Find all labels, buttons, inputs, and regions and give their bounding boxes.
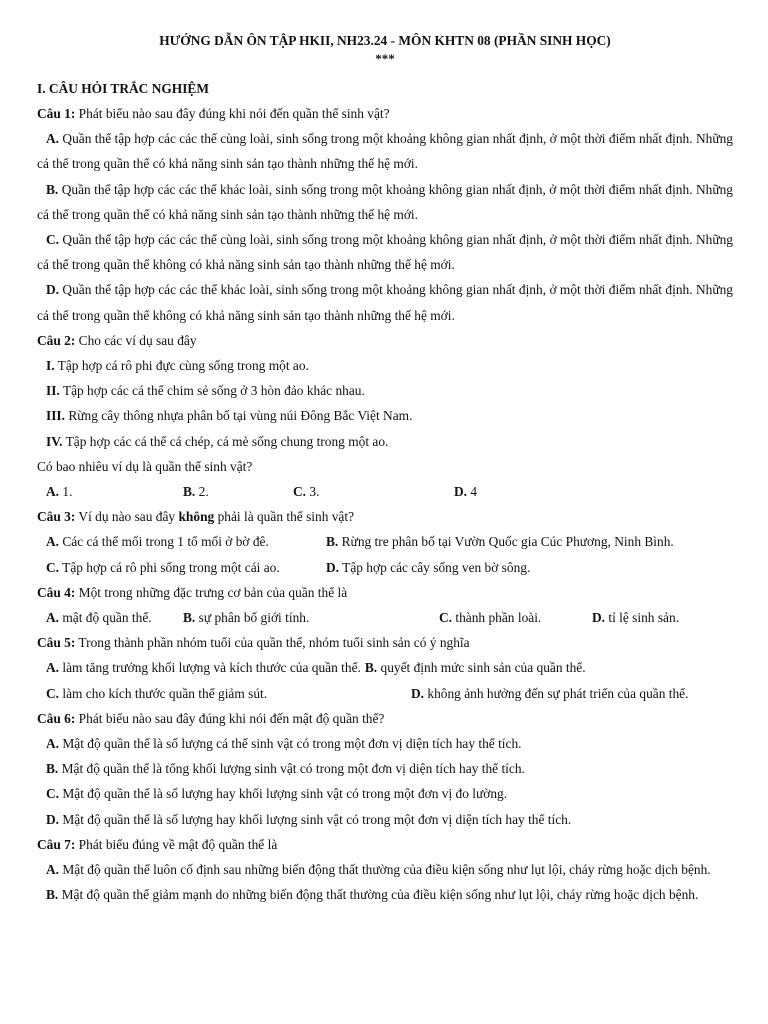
- document-title: HƯỚNG DẪN ÔN TẬP HKII, NH23.24 - MÔN KHTN 08 (PHẦN SINH HỌC): [159, 33, 611, 48]
- answer-option-a: [37, 857, 733, 882]
- answer-options-row: [37, 529, 733, 554]
- example-item-2: [37, 378, 733, 403]
- option-text: Mật độ quần thể là tổng khối lượng sinh vật có trong một đơn vị diện tích hay thể tích.: [58, 761, 525, 777]
- option-text: 1.: [59, 484, 73, 500]
- question-text: Phát biểu nào sau đây đúng khi nói đến mật độ quần thể?: [75, 710, 385, 726]
- answer-option-a: [37, 731, 733, 756]
- question-6: [37, 706, 733, 832]
- option-text: Mật độ quần thể là số lượng cá thể sinh vật có trong một đơn vị diện tích hay thể tích.: [59, 736, 522, 752]
- question-stem: [37, 630, 733, 655]
- answer-option-a: [46, 479, 183, 504]
- option-text: Mật độ quần thể là số lượng hay khối lượng sinh vật có trong một đơn vị diện tích hay thể tích.: [59, 811, 572, 827]
- answer-options-row: [37, 655, 733, 680]
- answer-option-c: [37, 227, 733, 277]
- answer-option-b: [326, 529, 674, 554]
- document-page: [37, 30, 733, 908]
- option-text: 2.: [195, 484, 209, 500]
- answer-options-row: [37, 681, 733, 706]
- option-text: Quần thể tập hợp các các thể khác loài, sinh sống trong một khoảng không gian nhất định, ở một thời điểm nhất định. Những cá thể trong quần thể có khả năng sinh sản tạo thành những thế hệ mới.: [37, 181, 733, 222]
- item-label: II.: [46, 383, 60, 399]
- option-text: Quần thể tập hợp các các thể khác loài, sinh sống trong một khoảng không gian nhất định, ở một thời điểm nhất định. Những cá thể trong quần thể không có khả năng sinh sản tạo thành những thế hệ mới.: [37, 282, 733, 323]
- option-label: B.: [364, 660, 378, 676]
- option-text: thành phần loài.: [452, 610, 542, 626]
- option-label: D.: [454, 484, 468, 500]
- question-5: [37, 630, 733, 706]
- option-text: sự phân bố giới tính.: [195, 610, 310, 626]
- item-text: Rừng cây thông nhựa phân bố tại vùng núi Đông Bắc Việt Nam.: [64, 408, 413, 424]
- question-number: Câu 5:: [37, 635, 76, 651]
- answer-option-d: [326, 555, 530, 580]
- question-4: [37, 580, 733, 630]
- answer-option-a: [46, 655, 361, 680]
- option-text: mật độ quần thể.: [59, 610, 152, 626]
- option-label: A.: [46, 736, 60, 752]
- item-label: IV.: [46, 433, 63, 449]
- option-label: B.: [183, 484, 196, 500]
- option-text: 4: [467, 484, 478, 500]
- answer-option-c: [439, 605, 592, 630]
- question-text: Một trong những đặc trưng cơ bản của quần thể là: [75, 584, 348, 600]
- option-label: A.: [46, 862, 60, 878]
- answer-option-c: [37, 781, 733, 806]
- answer-option-b: [183, 605, 439, 630]
- option-label: C.: [439, 610, 453, 626]
- answer-options-row: [37, 479, 733, 504]
- title-separator: ***: [375, 51, 395, 66]
- option-label: C.: [46, 786, 60, 802]
- question-text: Cho các ví dụ sau đây: [75, 332, 197, 348]
- option-text: làm cho kích thước quần thể giảm sút.: [59, 685, 268, 701]
- question-3: [37, 504, 733, 580]
- example-item-1: [37, 353, 733, 378]
- option-label: B.: [46, 761, 59, 777]
- option-text: Tập hợp cá rô phi sống trong một cái ao.: [59, 559, 280, 575]
- answer-options-row: [37, 555, 733, 580]
- question-prompt: Có bao nhiêu ví dụ là quần thể sinh vật?: [37, 458, 253, 474]
- answer-option-c: [46, 681, 411, 706]
- option-label: C.: [46, 685, 60, 701]
- question-number: Câu 7:: [37, 836, 76, 852]
- question-7: [37, 832, 733, 908]
- option-label: C.: [293, 484, 307, 500]
- option-label: D.: [46, 811, 60, 827]
- option-text: Các cá thể mối trong 1 tổ mối ở bờ đê.: [59, 534, 269, 550]
- option-label: A.: [46, 131, 60, 147]
- question-text-end: phải là quần thể sinh vật?: [214, 509, 355, 525]
- option-label: C.: [46, 559, 60, 575]
- answer-option-d: [37, 807, 733, 832]
- question-number: Câu 6:: [37, 710, 76, 726]
- answer-option-d: [592, 605, 679, 630]
- option-label: D.: [326, 559, 340, 575]
- question-stem: [37, 580, 733, 605]
- answer-option-b: [37, 756, 733, 781]
- question-text: Trong thành phần nhóm tuổi của quần thể, nhóm tuổi sinh sản có ý nghĩa: [75, 635, 470, 651]
- option-label: B.: [46, 887, 59, 903]
- question-stem: [37, 832, 733, 857]
- example-item-3: [37, 403, 733, 428]
- emphasis-text: không: [178, 509, 215, 525]
- option-label: C.: [46, 232, 60, 248]
- answer-option-c: [293, 479, 454, 504]
- option-text: Mật độ quần thể giảm mạnh do những biến động thất thường của điều kiện sống như lụt lội, cháy rừng hoặc dịch bệnh.: [58, 887, 699, 903]
- option-text: Mật độ quần thể là số lượng hay khối lượng sinh vật có trong một đơn vị đo lường.: [59, 786, 508, 802]
- question-text: Phát biểu nào sau đây đúng khi nói đến quần thể sinh vật?: [75, 106, 390, 121]
- section-heading: I. CÂU HỎI TRẮC NGHIỆM: [37, 81, 209, 96]
- question-1: [37, 101, 733, 328]
- option-text: Quần thể tập hợp các các thể cùng loài, sinh sống trong một khoảng không gian nhất định, ở một thời điểm nhất định. Những cá thể trong quần thể không có khả năng sinh sản tạo thành những thế hệ mới.: [37, 232, 733, 273]
- option-text: Quần thể tập hợp các các thể cùng loài, sinh sống trong một khoảng không gian nhất định, ở một thời điểm nhất định. Những cá thể trong quần thể có khả năng sinh sản tạo thành những thế hệ mới.: [37, 131, 733, 172]
- answer-option-d: [454, 479, 477, 504]
- option-label: B.: [183, 610, 196, 626]
- answer-option-c: [46, 555, 326, 580]
- answer-option-d: [411, 681, 688, 706]
- question-stem: [37, 101, 733, 126]
- item-label: III.: [46, 408, 65, 424]
- option-label: A.: [46, 660, 60, 676]
- answer-option-b: [37, 177, 733, 227]
- item-text: Tập hợp các cá thể chim sẻ sống ở 3 hòn đảo khác nhau.: [59, 383, 365, 399]
- answer-option-b: [183, 479, 293, 504]
- option-text: làm tăng trưởng khối lượng và kích thước của quần thể.: [59, 660, 361, 676]
- option-label: D.: [46, 282, 60, 298]
- option-label: A.: [46, 534, 60, 550]
- question-number: Câu 1:: [37, 106, 76, 121]
- question-stem: [37, 706, 733, 731]
- option-label: D.: [592, 610, 606, 626]
- option-text: quyết định mức sinh sản của quần thể.: [377, 660, 586, 676]
- option-text: 3.: [306, 484, 320, 500]
- answer-option-a: [37, 126, 733, 176]
- question-2: [37, 328, 733, 504]
- question-number: Câu 4:: [37, 584, 76, 600]
- option-label: B.: [326, 534, 339, 550]
- option-label: B.: [46, 181, 59, 197]
- question-stem: [37, 328, 733, 353]
- question-stem: [37, 504, 733, 529]
- option-text: Rừng tre phân bố tại Vườn Quốc gia Cúc Phương, Ninh Bình.: [338, 534, 674, 550]
- answer-option-b: [37, 882, 733, 907]
- answer-option-a: [46, 605, 183, 630]
- option-label: D.: [411, 685, 425, 701]
- option-text: Mật độ quần thể luôn cố định sau những biến động thất thường của điều kiện sống như lụt lội, cháy rừng hoặc dịch bệnh.: [59, 862, 711, 878]
- answer-options-row: [37, 605, 733, 630]
- answer-option-a: [46, 529, 326, 554]
- option-label: A.: [46, 610, 60, 626]
- question-text: Phát biểu đúng về mật độ quần thể là: [75, 836, 278, 852]
- answer-option-b: [361, 655, 586, 680]
- option-text: không ảnh hưởng đến sự phát triển của quần thể.: [424, 685, 689, 701]
- item-label: I.: [46, 358, 55, 374]
- option-text: Tập hợp các cây sống ven bờ sông.: [339, 559, 531, 575]
- option-label: A.: [46, 484, 60, 500]
- option-text: tỉ lệ sinh sản.: [605, 610, 680, 626]
- question-number: Câu 3:: [37, 509, 76, 525]
- question-text: Ví dụ nào sau đây: [75, 509, 179, 525]
- question-number: Câu 2:: [37, 332, 76, 348]
- answer-option-d: [37, 277, 733, 327]
- example-item-4: [37, 429, 733, 454]
- item-text: Tập hợp các cá thể cá chép, cá mè sống chung trong một ao.: [62, 433, 389, 449]
- item-text: Tập hợp cá rô phi đực cùng sống trong một ao.: [54, 358, 309, 374]
